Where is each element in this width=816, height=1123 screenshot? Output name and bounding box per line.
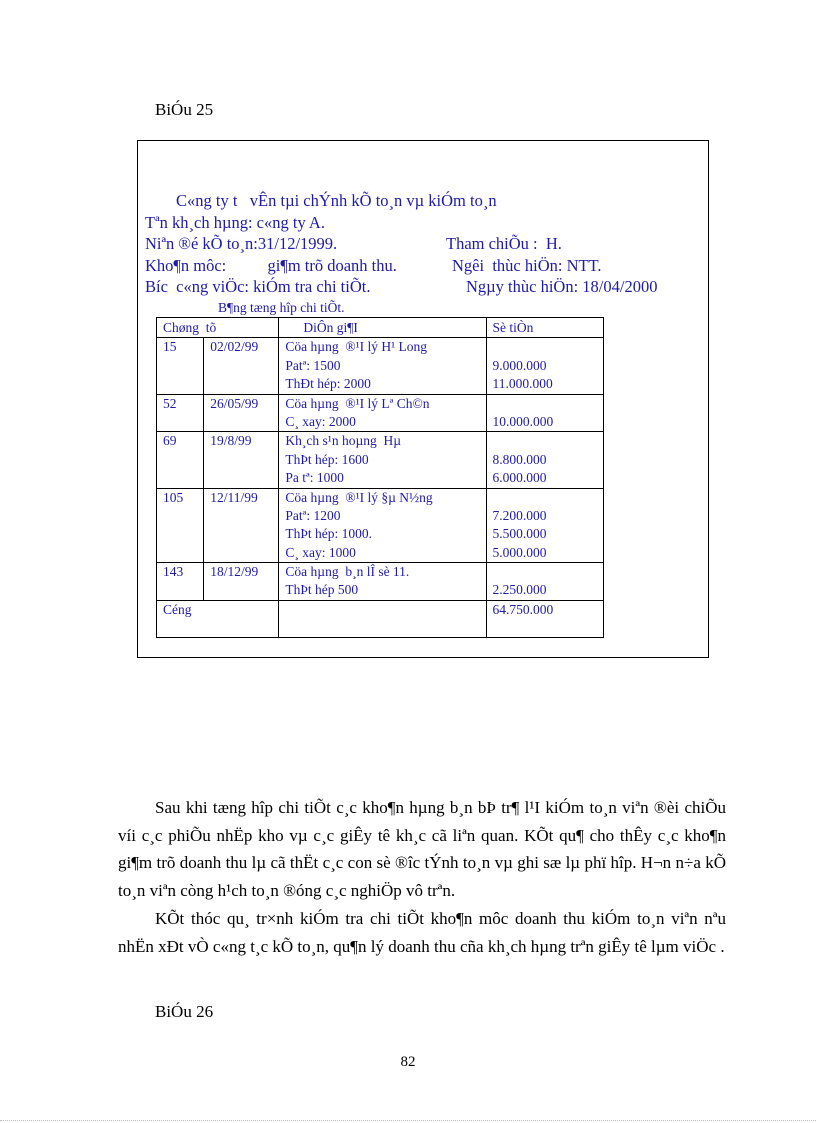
fiscal-period: Niªn ®é kÕ to¸n:31/12/1999.	[145, 234, 338, 253]
caption-bottom: BiÓu 26	[155, 1002, 214, 1021]
amount	[486, 563, 604, 601]
perform-date: Ngµy thùc hiÖn: 18/04/2000	[466, 277, 658, 296]
amount-line: 8.800.000	[492, 451, 547, 467]
table-header-row	[157, 318, 604, 338]
amount-line: 7.200.000	[492, 507, 547, 523]
description-line: C¸ xay: 2000	[285, 413, 356, 429]
amount-line	[493, 563, 598, 581]
table-row	[157, 394, 604, 432]
amount-line: 9.000.000	[492, 357, 547, 373]
description-line: C¸ xay: 1000	[285, 544, 356, 560]
client-name: Tªn kh¸ch hµng: c«ng ty A.	[145, 213, 325, 232]
col-header-desc: DiÔn gi¶I	[279, 318, 486, 338]
table-row	[157, 488, 604, 563]
body-paragraph-2: KÕt thóc qu¸ tr×nh kiÓm tra chi tiÕt kho¶n môc doanh thu kiÓm to¸n viªn nªu nhËn xÐt vÒ c«ng t¸c kÕ to¸n, qu¶n lý doanh thu cña kh¸ch hµng trªn giÊy tê lµm viÖc .	[118, 908, 726, 956]
description	[279, 432, 486, 488]
page-bottom-rule	[0, 1120, 816, 1121]
col-header-amount: Sè tiÒn	[486, 318, 604, 338]
page-number: 82	[400, 1054, 416, 1070]
description-line: Patª: 1500	[285, 357, 341, 373]
doc-date: 02/02/99	[204, 338, 279, 394]
doc-date: 18/12/99	[204, 563, 279, 601]
doc-number: 69	[157, 432, 204, 488]
amount-line: 11.000.000	[492, 376, 553, 392]
description-line: ThÞt hép: 1600	[285, 451, 369, 467]
description-line: Cöa hµng ®¹I lý Lª Ch©n	[285, 395, 430, 411]
amount	[486, 432, 604, 488]
description-line: Kh¸ch s¹n hoµng Hµ	[285, 433, 402, 449]
company-name: C«ng ty t vÊn tµi chÝnh kÕ to¸n vµ kiÓm to¸n	[176, 191, 497, 210]
doc-number: 143	[157, 563, 204, 601]
performer: Ngêi thùc hiÖn: NTT.	[452, 256, 602, 275]
table-caption: B¶ng tæng hîp chi tiÕt.	[218, 300, 345, 315]
description-line: ThÞt hép: 1000.	[285, 526, 373, 542]
description-line: Pa tª: 1000	[285, 470, 344, 486]
total-row	[157, 600, 604, 637]
description-line: ThÞt hép 500	[285, 582, 359, 598]
doc-number: 105	[157, 488, 204, 563]
description	[279, 488, 486, 563]
amount-line	[493, 489, 598, 507]
body-paragraph-1: Sau khi tæng hîp chi tiÕt c¸c kho¶n hµng b¸n bÞ tr¶ l¹I kiÓm to¸n viªn ®èi chiÕu víi c¸c phiÕu nhËp kho vµ c¸c giÊy tê kh¸c cã liªn quan. KÕt qu¶ cho thÊy c¸c kho¶n gi¶m trõ doanh thu lµ cã thËt c¸c con sè ®îc tÝnh to¸n vµ ghi sæ lµ phï hîp. H¬n n÷a kÕ to¸n viªn còng h¹ch to¸n ®óng c¸c nghiÖp vô trªn.	[118, 798, 726, 901]
description-line: Cöa hµng ®¹I lý §µ N½ng	[285, 489, 433, 505]
summary-table	[156, 317, 604, 638]
doc-date: 19/8/99	[204, 432, 279, 488]
description-line: Cöa hµng ®¹I lý H¹ Long	[285, 339, 428, 355]
table-row	[157, 338, 604, 394]
amount	[486, 338, 604, 394]
description-line: ThÐt hép: 2000	[285, 376, 371, 392]
col-header-doc: Chøng tõ	[157, 318, 279, 338]
description-line: Patª: 1200	[285, 507, 341, 523]
amount-line: 6.000.000	[492, 470, 547, 486]
reference: Tham chiÕu : H.	[446, 234, 562, 253]
description	[279, 338, 486, 394]
amount-line	[493, 395, 598, 413]
amount	[486, 394, 604, 432]
amount	[486, 488, 604, 563]
caption-top: BiÓu 25	[155, 100, 214, 119]
account-section: Kho¶n môc: gi¶m trõ doanh thu.	[145, 256, 397, 275]
description	[279, 563, 486, 601]
doc-number: 15	[157, 338, 204, 394]
work-step: Bíc c«ng viÖc: kiÓm tra chi tiÕt.	[145, 277, 371, 296]
total-label: Céng	[157, 600, 279, 637]
amount-line: 10.000.000	[492, 413, 554, 429]
amount-line: 5.000.000	[492, 544, 547, 560]
body-text	[118, 794, 726, 960]
description	[279, 394, 486, 432]
amount-line	[493, 432, 598, 450]
table-row	[157, 432, 604, 488]
amount-line: 5.500.000	[492, 526, 547, 542]
doc-number: 52	[157, 394, 204, 432]
description-line: Cöa hµng b¸n lÎ sè 11.	[285, 564, 410, 580]
doc-date: 26/05/99	[204, 394, 279, 432]
amount-line: 2.250.000	[492, 582, 547, 598]
total-empty-cell	[279, 600, 486, 637]
amount-line	[493, 338, 598, 356]
doc-date: 12/11/99	[204, 488, 279, 563]
total-amount: 64.750.000	[486, 600, 604, 637]
table-row	[157, 563, 604, 601]
